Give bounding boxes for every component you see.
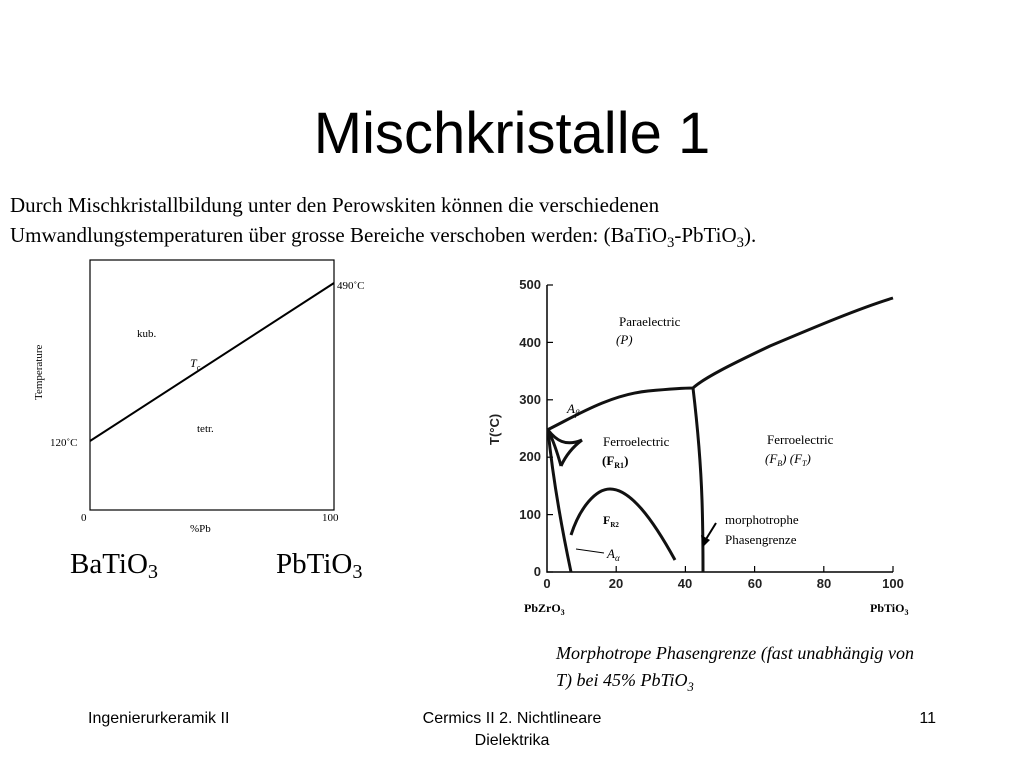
xtick-100: 100 — [882, 576, 904, 591]
xtick-40: 40 — [677, 576, 693, 591]
phase-boundaries — [547, 298, 893, 572]
label-490c: 490˚C — [337, 280, 365, 292]
ferro-right-label: Ferroelectric — [767, 432, 834, 447]
intro-line-1: Durch Mischkristallbildung unter den Perowskiten können die verschiedenen — [10, 193, 660, 217]
annotation-line-1: morphotrophe — [725, 512, 799, 527]
curie-line — [547, 298, 893, 430]
page-number: 11 — [919, 710, 936, 727]
region-cubic: kub. — [137, 328, 157, 340]
annotation-line-2: Phasengrenze — [725, 532, 797, 547]
ytick-300: 300 — [519, 392, 541, 407]
alpha-boundary — [548, 430, 571, 572]
paraelectric-symbol: (P) — [616, 332, 633, 347]
footer-center — [362, 708, 662, 752]
ytick-100: 100 — [519, 507, 541, 522]
a-alpha-pointer — [576, 549, 604, 553]
morphotropic-caption: Morphotrope Phasengrenze (fast unabhängig von T) bei 45% PbTiO$_3$ — [556, 643, 914, 694]
ytick-0: 0 — [533, 564, 541, 579]
slide-title: Mischkristalle 1 — [313, 101, 711, 166]
right-xtick-marks — [616, 566, 893, 572]
pbtio3-left-label: PbTiO$_3$ — [276, 548, 363, 583]
morphotropic-boundary — [693, 388, 703, 572]
label-120c: 120˚C — [50, 437, 78, 449]
ytick-500: 500 — [519, 277, 541, 292]
paraelectric-label: Paraelectric — [619, 314, 681, 329]
left-plot-frame — [90, 260, 334, 510]
left-x-end: 100 — [322, 512, 339, 524]
xtick-60: 60 — [747, 576, 763, 591]
pbtio3-label: PbTiO$_3$ — [870, 601, 909, 617]
ferro-right-symbol: $(F_B)$ $(F_T)$ — [765, 451, 811, 468]
ferro-left-label: Ferroelectric — [603, 434, 670, 449]
pbzro3-label: PbZrO$_3$ — [524, 601, 565, 617]
a-beta-label: $A_\beta$ — [567, 401, 580, 418]
tc-line — [90, 283, 334, 441]
tc-label: $T_c$ — [190, 356, 201, 372]
fr2-label: $F_{R2}$ — [603, 513, 619, 529]
xtick-20: 20 — [608, 576, 624, 591]
region-tetragonal: tetr. — [197, 423, 214, 435]
left-ylabel: Temperature — [33, 344, 45, 400]
left-figure — [33, 260, 365, 535]
footer-center-line-2: Dielektrika — [474, 732, 550, 749]
footer-center-line-1: Cermics II 2. Nichtlineare — [422, 710, 602, 727]
ferro-left-symbol: $(F_{R1})$ — [602, 453, 629, 470]
ytick-400: 400 — [519, 335, 541, 350]
xtick-80: 80 — [816, 576, 832, 591]
right-figure — [487, 277, 908, 617]
batio3-label: BaTiO$_3$ — [70, 548, 159, 583]
intro-line-2: Umwandlungstemperaturen über grosse Bereiche verschoben werden: (BaTiO$_3$-PbTiO$_3$). — [10, 223, 757, 251]
a-alpha-label: $A_\alpha$ — [607, 546, 620, 563]
footer-left: Ingenierurkeramik II — [88, 710, 230, 727]
fr2-dome — [571, 489, 675, 560]
left-xlabel: %Pb — [190, 523, 211, 535]
left-x-start: 0 — [81, 512, 87, 524]
xtick-0: 0 — [543, 576, 551, 591]
ytick-200: 200 — [519, 449, 541, 464]
right-ylabel: T(°C) — [487, 413, 502, 445]
right-axes — [547, 285, 893, 572]
